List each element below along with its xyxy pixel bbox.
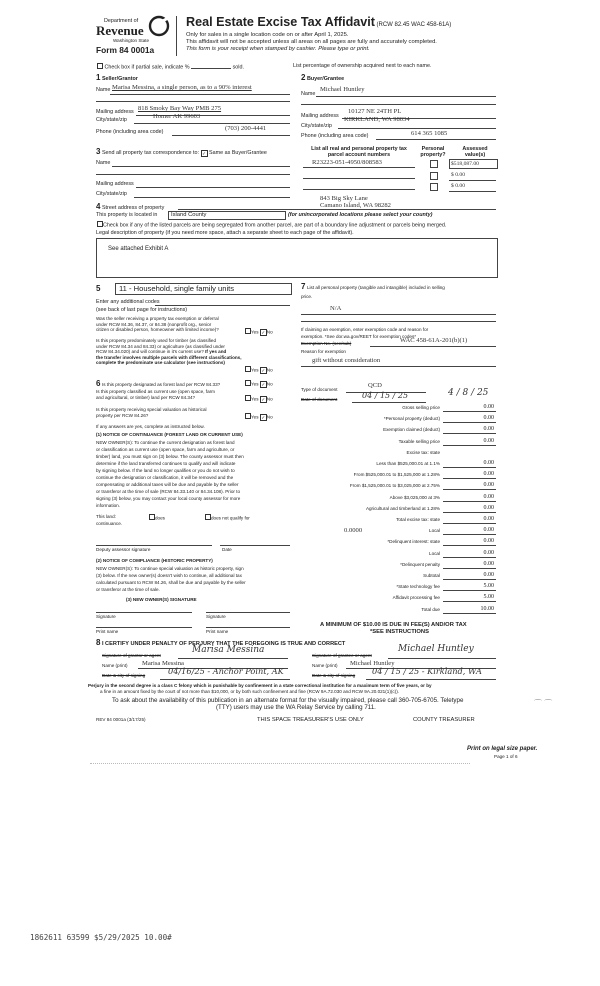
calc-value[interactable]: 0.00 [483, 471, 494, 478]
buyer-mail-label: Mailing address [301, 113, 339, 119]
owner-print-line-1[interactable] [96, 627, 192, 628]
exemption-number[interactable]: WAC 458-61A-201(b)(1) [400, 337, 468, 344]
notice-2-line: (3) below. If the new owner(s) doesn't wish to continue, all additional tax [96, 573, 242, 578]
calc-value[interactable]: 0.00 [483, 504, 494, 511]
partial-percent-field[interactable] [191, 68, 231, 69]
current-use-no-checkbox[interactable]: ✓ [261, 397, 266, 402]
doc-type[interactable]: QCD [368, 382, 382, 389]
calc-value[interactable]: 0.00 [483, 560, 494, 567]
header-note-1: Only for sales in a single location code on or after April 1, 2025. [186, 32, 349, 38]
personal-checkbox-3[interactable] [430, 183, 438, 191]
deputy-date-label: Date [222, 547, 232, 552]
calc-label: Local [429, 528, 440, 534]
parcel-header-2: parcel account numbers [327, 152, 391, 159]
calc-label: Less than $525,000.01 at 1.1% [376, 461, 440, 466]
exemption-yes-label: Yes [251, 329, 259, 335]
notice-1-line: information. [96, 503, 121, 508]
assessed-line-3 [449, 191, 496, 192]
legal-desc-value: See attached Exhibit A [108, 246, 169, 252]
grantee-date-line [366, 679, 496, 680]
state-label: Washington State [113, 38, 150, 43]
personal-property-row [301, 282, 445, 292]
calc-value[interactable]: 5.00 [483, 594, 494, 601]
seller-name-line [110, 94, 290, 95]
exemption-claim-1: If claiming an exemption, enter exemption code and reason for [301, 327, 429, 332]
calc-label: *Personal property (deduct) [383, 416, 440, 422]
exemption-no-checkbox[interactable]: ✓ [261, 330, 266, 335]
grantor-name[interactable]: Marisa Messina [142, 660, 184, 667]
grantee-name[interactable]: Michael Huntley [350, 660, 395, 667]
same-as-buyer-label: Same as Buyer/Grantee [209, 150, 267, 156]
section-4-number: 4 [96, 202, 101, 211]
dept-label: Department of [104, 18, 139, 24]
see-instructions: *SEE INSTRUCTIONS [370, 629, 429, 635]
notice-1-line: or classification as current use (open space, farm and agriculture, or [96, 447, 235, 452]
grantee-sig-line [388, 658, 496, 659]
notice-1-heading: (1) NOTICE OF CONTINUANCE (FOREST LAND OR CURRENT USE) [96, 432, 243, 437]
timber-no-label: No [266, 367, 273, 373]
forest-yes-label: Yes [251, 381, 259, 387]
page-number: Page 1 of 6 [494, 754, 518, 759]
calc-label: Affidavit processing fee [392, 595, 440, 601]
exemption-q-line-1: Was the seller receiving a property tax exemption or deferral [96, 316, 219, 321]
legal-paper-note: Print on legal size paper. [467, 746, 538, 752]
forest-yes-checkbox[interactable] [245, 380, 251, 386]
timber-q-line-5: complete the predominate use calculator (see instructions) [96, 360, 225, 365]
buyer-name-label: Name [301, 91, 316, 97]
notice-1-line: or transferor at the time of sale (RCW 84.33.140 or 84.34.108). Prior to [96, 489, 241, 494]
forest-q-text: Is this property designated as forest land per RCW 84.33? [101, 382, 221, 387]
buyer-heading [301, 73, 344, 83]
timber-q-ifyes: If yes and [205, 349, 227, 354]
assessed-header-2: value(s) [464, 152, 486, 159]
reason-line [301, 366, 496, 367]
doc-date-alt[interactable]: 4 / 8 / 25 [448, 388, 489, 398]
corr-mail-label: Mailing address [96, 181, 134, 187]
doc-date[interactable]: 04 / 15 / 25 [362, 391, 409, 400]
notice-2-line: calculated pursuant to RCW 84.26, shall be due and payable by the seller [96, 580, 246, 585]
historic-yes-label: Yes [251, 414, 259, 420]
exemption-no-label: Exemption No. (sec/sub) [301, 341, 352, 346]
section-3-text: Send all property tax correspondence to: [101, 150, 200, 156]
corr-name-label: Name [96, 160, 111, 166]
historic-q-1: Is this property receiving special valuation as historical [96, 407, 207, 412]
ownership-note: List percentage of ownership acquired next to each name. [293, 63, 432, 69]
exemption-q-text: citizen or disabled person, homeowner with limited income)? [96, 327, 219, 332]
grantee-sig-label: Signature of grantee or agent [312, 653, 372, 658]
partial-sale-label: Check box if partial sale, indicate % [104, 64, 190, 71]
recording-stamp: 1862611 63599 $5/29/2025 10.00# [30, 933, 172, 942]
land-use-select[interactable]: 11 - Household, single family units [115, 283, 292, 295]
calc-label: *Delinquent penalty [400, 561, 440, 567]
parcel-header-1: List all real and personal property tax [311, 146, 407, 152]
calc-value[interactable]: 0.00 [483, 527, 494, 534]
county-select[interactable]: Island County [168, 211, 286, 220]
owner-sig-line-1[interactable] [96, 612, 192, 613]
perjury-line-1: Perjury in the second degree is a class C felony which is punishable by confinement in a state correctional institution for a maximum term of five years, or by [88, 683, 432, 688]
calc-label: From $1,525,000.01 to $3,025,000 at 2.75% [349, 483, 440, 489]
form-title [186, 15, 451, 30]
current-use-q-1: Is this property classified as current use (open space, farm [96, 389, 215, 394]
timber-yes-checkbox[interactable] [245, 366, 251, 372]
notice-1-body [96, 439, 244, 509]
partial-sold-label: sold. [232, 64, 244, 71]
calc-label: Excise tax: state [406, 449, 440, 455]
current-use-no-label: No [266, 396, 273, 402]
section-7-number: 7 [301, 282, 306, 291]
grantee-date-label: Date & city of signing [312, 673, 356, 678]
buyer-city-line [338, 128, 496, 129]
calc-label: Total excise tax: state [396, 517, 440, 522]
property-city[interactable]: Camano Island, WA 98282 [320, 202, 391, 209]
calc-label: Total due [421, 606, 440, 612]
calc-value[interactable]: 0.00 [483, 460, 494, 466]
deputy-signature-line[interactable] [96, 545, 212, 546]
notice-1-line: compensating or additional taxes will be due and payable by the seller [96, 482, 239, 487]
section-1-number: 1 [96, 73, 101, 82]
parcel-line-1 [303, 167, 415, 168]
street-address-row [96, 202, 164, 212]
grantee-date-city[interactable]: 04 / 15 / 25 - Kirkland, WA [372, 666, 482, 676]
reason-label: Reason for exemption [301, 349, 346, 354]
doc-date-label: Date of document [301, 397, 338, 402]
notice-1-line: by signing below. If the land no longer qualifies or you do not wish to [96, 468, 235, 473]
header-note-2: This affidavit will not be accepted unless all areas on all pages are fully and accurately completed. [186, 39, 437, 45]
buyer-name-line-2 [301, 104, 496, 105]
partial-sale-row [96, 63, 244, 71]
minimum-due-notice: A MINIMUM OF $10.00 IS DUE IN FEE(S) AND/OR TAX [320, 622, 467, 628]
calc-value[interactable]: 0.00 [483, 493, 494, 500]
buyer-phone-label: Phone (including area code) [301, 133, 369, 139]
calc-value[interactable]: 0.00 [483, 572, 494, 578]
parcel-number-1[interactable]: R23223-051-4950/808583 [312, 159, 382, 166]
local-rate[interactable]: 0.0000 [344, 527, 363, 535]
does-option [148, 514, 165, 521]
grantee-name-label: Name (print) [312, 663, 338, 668]
notice-2-line: NEW OWNER(S): To continue special valuation as historic property, sign [96, 566, 244, 571]
seller-mail-label: Mailing address [96, 109, 134, 115]
price-label: price. [301, 294, 313, 299]
forest-no-checkbox[interactable]: ✓ [261, 382, 266, 387]
current-use-q-2: and agricultural, or timber) land per RCW 84.34? [96, 394, 196, 400]
forest-question [96, 379, 220, 389]
calc-label: Subtotal [423, 573, 440, 578]
seller-heading [96, 73, 138, 83]
exemption-no-label: No [266, 329, 273, 335]
personal-property-value[interactable]: N/A [330, 305, 342, 312]
county-note: (for unincorporated locations please select your county) [288, 212, 433, 218]
notice-1-line: continue the designation or classification, it will be removed and the [96, 475, 234, 480]
calc-label: Above $3,025,000 at 3% [389, 494, 440, 500]
seller-city-label: City/state/zip [96, 117, 127, 123]
calc-label: Gross selling price [402, 405, 440, 410]
grantor-date-line [160, 679, 290, 680]
buyer-city[interactable]: KIRKLAND, WA 98034 [344, 116, 410, 123]
header-divider [176, 16, 177, 56]
corr-name-line [112, 166, 290, 167]
calc-label: Taxable selling price [398, 438, 440, 444]
additional-codes-label: Enter any additional codes [96, 299, 160, 305]
timber-q-line-3 [96, 349, 242, 355]
historic-no-label: No [266, 414, 273, 420]
seller-city-line [134, 123, 290, 124]
current-use-yes-checkbox[interactable] [245, 395, 251, 401]
timber-question [96, 338, 242, 366]
does-not-checkbox[interactable] [205, 514, 211, 520]
parcel-line-2 [303, 178, 415, 179]
continuance-label: continuance. [96, 521, 123, 526]
historic-no-checkbox[interactable]: ✓ [261, 415, 266, 420]
exemption-claim-2: exemption. *See dor.wa.gov/REET for exemption codes* [301, 334, 417, 339]
grantor-date-label: Date & city of signing [102, 673, 146, 678]
exemption-q-line-3 [96, 327, 219, 333]
legal-desc-label: Legal description of property (if you need more space, attach a separate sheet to each page of the affidavit). [96, 230, 354, 236]
does-not-label: does not qualify for [211, 515, 250, 521]
calc-value[interactable]: 0.00 [483, 482, 494, 489]
doc-type-label: Type of document [301, 387, 338, 392]
exemption-q-line-2: under RCW 84.36, 84.37, or 84.38 (nonprofit org., senior [96, 321, 212, 327]
notice-2-body [96, 565, 246, 593]
calc-value[interactable]: 0.00 [483, 538, 494, 545]
historic-yes-checkbox[interactable] [245, 413, 251, 419]
notice-1-line: NEW OWNER(S): To continue the current designation as forest land [96, 440, 235, 445]
calc-value[interactable]: 5.00 [483, 583, 494, 590]
section-8-number: 8 [96, 638, 101, 647]
calc-label: Local [429, 550, 440, 556]
corr-city-line [134, 197, 290, 198]
grantor-name-label: Name (print) [102, 663, 128, 668]
timber-q-line-1: Is this property predominately used for timber (as classified [96, 338, 216, 343]
buyer-phone-line [376, 139, 496, 140]
calc-value[interactable]: 0.00 [483, 549, 494, 556]
current-use-question [96, 389, 215, 400]
exemption-number-line [370, 346, 496, 347]
parcel-col-header [303, 146, 415, 159]
notice-1-line: determine if the land transferred continues to qualify and will indicate [96, 461, 236, 466]
parcel-line-3 [303, 189, 415, 190]
does-checkbox[interactable] [149, 514, 155, 520]
grantor-sig-label: Signature of grantor or agent [102, 653, 161, 658]
calc-value[interactable]: 0.00 [483, 426, 494, 433]
street-address-label: Street address of property [101, 205, 165, 211]
alt-format-1: To ask about the availability of this publication in an alternate format for the visually impaired, please call 360-705-6705. Teletype [112, 697, 464, 704]
deputy-date-line[interactable] [220, 545, 290, 546]
located-label: This property is located in [96, 212, 158, 218]
same-as-buyer-checkbox[interactable]: ✓ [202, 150, 206, 156]
grantor-date-city[interactable]: 04/16/25 - Anchor Point, AK [168, 666, 284, 676]
county-treasurer-label: COUNTY TREASURER [413, 717, 475, 723]
treasurer-use-label: THIS SPACE TREASURER'S USE ONLY [257, 717, 364, 723]
statute-text: (RCW 82.45 WAC 458-61A) [376, 22, 452, 28]
section-3-number: 3 [96, 147, 101, 156]
personal-col-header [418, 146, 448, 159]
assessed-line-2 [449, 180, 496, 181]
calc-label: Exemption claimed (deduct) [383, 427, 440, 433]
exemption-question [96, 316, 219, 333]
notice-1-line: timber) land, you must sign on (3) below. The county assessor must then [96, 454, 244, 459]
does-not-option [204, 514, 250, 521]
timber-q-line-2: under RCW 84.34 and 84.33) or agriculture (as classified under [96, 343, 225, 349]
seller-phone-line [172, 135, 290, 136]
assessed-col-header [455, 146, 495, 159]
street-address-line [178, 209, 496, 210]
does-label: does [155, 515, 165, 521]
if-yes-note: If any answers are yes, complete as instructed below. [96, 424, 205, 429]
personal-header-1: Personal [421, 146, 445, 152]
historic-question [96, 407, 207, 418]
owner-signature-label-1: Signature [96, 614, 116, 619]
owner-sig-line-2[interactable] [206, 612, 290, 613]
segregated-label: Check box if any of the listed parcels are being segregated from another parcel, are part of a boundary line adjustment or parcels being merged. [103, 222, 447, 229]
assessed-value-3[interactable]: $ 0.00 [451, 183, 465, 189]
timber-q-text: RCW 84.34.020) and will continue in it's current use? [96, 349, 204, 354]
revenue-logo-text: Revenue [96, 23, 144, 38]
pp-line-2 [301, 321, 496, 322]
section-5-number: 5 [96, 284, 101, 293]
assessed-value-2[interactable]: $ 0.00 [451, 172, 465, 178]
owner-print-line-2[interactable] [206, 627, 290, 628]
calc-label: Agricultural and timberland at 1.28% [365, 505, 440, 511]
current-use-yes-no [244, 395, 273, 403]
grantee-signature[interactable]: Michael Huntley [398, 644, 474, 654]
this-land-label: This land: [96, 514, 116, 519]
pp-line-1 [301, 314, 496, 315]
scan-smudge [90, 763, 470, 768]
current-use-yes-label: Yes [251, 396, 259, 402]
calc-value[interactable]: 0.00 [483, 415, 494, 422]
timber-no-checkbox[interactable]: ✓ [261, 368, 266, 373]
corr-city-label: City/state/zip [96, 191, 127, 197]
section-2-number: 2 [301, 73, 306, 82]
certify-heading: I CERTIFY UNDER PENALTY OF PERJURY THAT THE FOREGOING IS TRUE AND CORRECT [101, 641, 346, 647]
personal-header-2: property? [420, 152, 446, 159]
assessed-header-1: Assessed [462, 146, 488, 152]
owner-print-label-2: Print name [206, 629, 229, 634]
revenue-logo-icon [148, 15, 170, 37]
personal-checkbox-2[interactable] [430, 172, 438, 180]
seller-name-line-2 [96, 101, 290, 102]
see-last-page: (see back of last page for instructions) [96, 307, 188, 313]
buyer-city-label: City/state/zip [301, 123, 332, 129]
seller-phone-label: Phone (including area code) [96, 129, 164, 135]
calc-label: *State technology fee [396, 584, 440, 590]
additional-codes-line[interactable] [155, 305, 290, 306]
seller-heading-label: Seller/Grantor [101, 76, 138, 82]
notice-2-heading: (2) NOTICE OF COMPLIANCE (HISTORIC PROPERTY) [96, 558, 213, 563]
calc-value[interactable]: 0.00 [483, 516, 494, 522]
timber-q-line-4: the transfer involves multiple parcels with different classifications, [96, 354, 242, 360]
owner-signature-label-2: Signature [206, 614, 226, 619]
seller-name[interactable]: Marisa Messina, a single person, as to a 90% interest [112, 84, 252, 91]
calc-value[interactable]: 0.00 [483, 437, 494, 444]
forest-no-label: No [266, 381, 273, 387]
buyer-mail[interactable]: 10127 NE 24TH PL [348, 108, 402, 115]
buyer-name[interactable]: Michael Huntley [320, 86, 365, 93]
timber-yes-no [244, 366, 273, 374]
section-3-row [96, 147, 267, 157]
alt-format-2: (TTY) users may use the WA Relay Service by calling 711. [216, 704, 376, 711]
property-street[interactable]: 843 Big Sky Lane [320, 195, 368, 202]
personal-property-text: List all personal property (tangible and intangible) included in selling [306, 285, 445, 290]
form-number: Form 84 0001a [96, 45, 155, 55]
exemption-reason[interactable]: gift without consideration [312, 357, 381, 364]
seller-city[interactable]: Homer AK 99603 [153, 113, 201, 120]
calc-label: *Delinquent interest: state [387, 539, 440, 545]
deputy-signature-label: Deputy assessor signature [96, 547, 151, 552]
owner-print-label-1: Print name [96, 629, 119, 634]
legal-desc-box[interactable] [96, 238, 498, 278]
historic-q-2: property per RCW 84.26? [96, 412, 149, 418]
forest-yes-no [244, 380, 273, 388]
doc-date-line [352, 402, 426, 403]
segregated-row [96, 221, 446, 229]
notice-3-heading: (3) NEW OWNER(S) SIGNATURE [126, 597, 197, 602]
exemption-yes-no [244, 328, 273, 336]
notice-2-line: or transferor at the time of sale. [96, 587, 160, 592]
grantor-sig-line [178, 658, 288, 659]
timber-yes-label: Yes [251, 367, 259, 373]
margin-dash-mark: ⌒ ⌒ [534, 699, 553, 708]
calc-value[interactable]: 0.00 [483, 404, 494, 410]
buyer-name-line [316, 96, 496, 97]
buyer-phone[interactable]: 614 365 1085 [411, 130, 448, 137]
buyer-heading-label: Buyer/Grantee [306, 76, 345, 82]
perjury-line-2: a fine in an amount fixed by the court of not more than $10,000, or by both such confinement and fine (RCW 9A.72.030 and RCW 9A.20.021(1)(c)). [100, 689, 400, 694]
title-text: Real Estate Excise Tax Affidavit [186, 15, 375, 29]
assessed-value-1[interactable]: $518,087.00 [449, 159, 498, 169]
personal-checkbox-1[interactable] [430, 160, 438, 168]
historic-yes-no [244, 413, 273, 421]
exemption-yes-checkbox[interactable] [245, 328, 251, 334]
seller-mail[interactable]: 818 Smoky Bay Way PMB 275 [138, 105, 222, 112]
section-6-number: 6 [96, 379, 101, 388]
corr-name-line-2 [96, 174, 290, 175]
seller-name-label: Name [96, 87, 111, 93]
corr-mail-line [136, 187, 290, 188]
seller-phone[interactable]: (703) 200-4441 [225, 125, 267, 132]
header-note-3: This form is your receipt when stamped by cashier. Please type or print. [186, 46, 370, 52]
revision-label: REV 84 0001a (3/17/25) [96, 717, 146, 722]
calc-value[interactable]: 10.00 [480, 605, 494, 612]
grantor-signature[interactable]: Marisa Messina [192, 645, 265, 655]
segregated-checkbox[interactable] [97, 221, 103, 227]
notice-1-line: signing (3) below, you may contact your local county assessor for more [96, 496, 241, 501]
calc-label: From $525,000.01 to $1,525,000 at 1.28% [353, 472, 440, 478]
partial-sale-checkbox[interactable] [97, 63, 103, 69]
